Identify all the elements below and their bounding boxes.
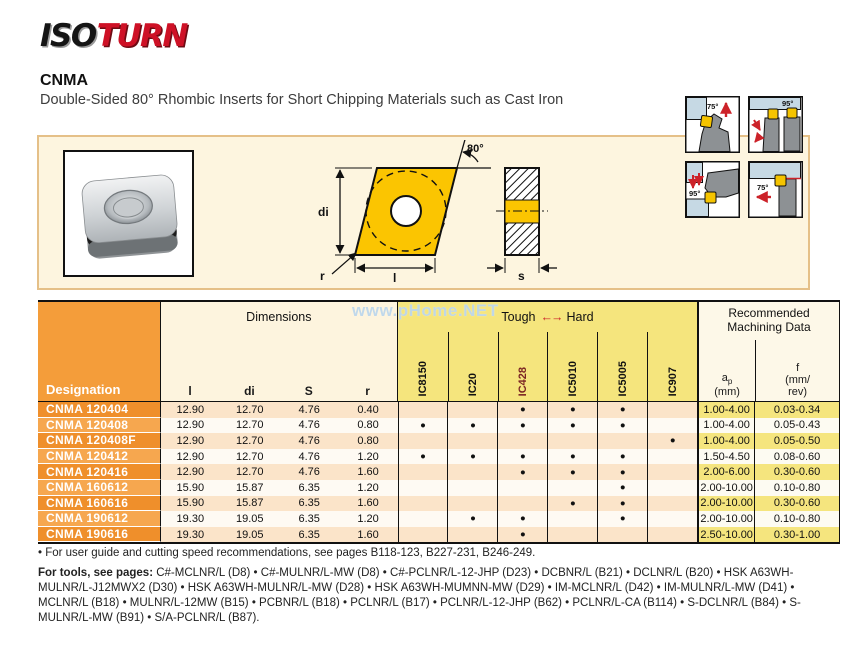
designation-cell: CNMA 120416 (38, 464, 161, 480)
grade-col-ic428: IC428 (498, 332, 548, 401)
holder-thumb-75-external (685, 96, 740, 153)
grade-dot-ic20 (447, 402, 497, 418)
dim-s-cell: 4.76 (280, 464, 339, 480)
grade-dot-ic20 (447, 464, 497, 480)
dim-s-cell: 4.76 (280, 433, 339, 449)
table-row (38, 402, 839, 418)
grade-dot-ic5010: ● (547, 402, 597, 418)
grade-dot-ic428: ● (497, 449, 547, 465)
tough-hard-arrow-icon: ←→ (540, 310, 562, 324)
grade-dot-ic428 (497, 433, 547, 449)
dim-l-cell: 15.90 (161, 480, 220, 496)
isoturn-logo (40, 18, 187, 54)
dim-r-cell: 0.80 (339, 418, 398, 434)
designation-cell: CNMA 120404 (38, 402, 161, 418)
grade-dot-ic20: ● (447, 511, 497, 527)
f-cell: 0.08-0.60 (754, 449, 839, 465)
dim-l-cell: 12.90 (161, 449, 220, 465)
dim-r-cell: 0.40 (339, 402, 398, 418)
dim-s-cell: 4.76 (280, 402, 339, 418)
dim-di-cell: 15.87 (220, 496, 280, 512)
grade-dot-ic8150 (398, 433, 448, 449)
grade-dot-ic428 (497, 496, 547, 512)
svg-text:75°: 75° (757, 183, 769, 192)
dim-l-cell: 12.90 (161, 418, 220, 434)
tools-list: C#-MCLNR/L (D8) • C#-MULNR/L-MW (D8) • C#-PCLNR/L-12-JHP (D23) • DCBNR/L (B21) • DCLNR/L (B20) • HSK A63WH-MULNR/L-J12MWX2 (D30) • HSK A63WH-MULNR/L-MW (D28) • HSK A63WH-MUMNN-MW (D29) • IM-MCLNR/L (D42) • IM-MULNR/L-MW (D41) • MCLNR/L (B18) • MULNR/L-12MW (B15) • PCBNR/L (B18) • PCLNR/L (B17) • PCLNR/L-12-JHP (B62) • PCLNR/L-CA (B114) • S-DCLNR/L (B84) • S-MULNR/L-MW (B91) • S/A-PCLNR/L (B87). (38, 567, 801, 624)
grade-dot-ic8150 (398, 480, 448, 496)
holder-thumb-75-turning (748, 161, 803, 218)
insert-photo (65, 152, 192, 275)
grade-dot-ic428 (497, 480, 547, 496)
dim-s-cell: 4.76 (280, 418, 339, 434)
designation-cell: CNMA 120408 (38, 418, 161, 434)
svg-text:l: l (393, 271, 397, 285)
ap-cell: 2.00-10.00 (697, 511, 754, 527)
grade-dot-ic907 (647, 511, 697, 527)
dim-l-cell: 19.30 (161, 527, 220, 543)
machining-header-group (697, 302, 839, 402)
grade-col-ic5005: IC5005 (597, 332, 647, 401)
svg-text:95°: 95° (782, 99, 794, 108)
insert-photo-frame (63, 150, 194, 277)
dim-col-r: r (365, 384, 370, 398)
grade-dot-ic907 (647, 464, 697, 480)
f-cell: 0.10-0.80 (754, 511, 839, 527)
dim-r-cell: 0.80 (339, 433, 398, 449)
f-cell: 0.30-0.60 (754, 496, 839, 512)
table-row (38, 527, 839, 543)
dim-r-cell: 1.60 (339, 496, 398, 512)
designation-cell: CNMA 190612 (38, 511, 161, 527)
table-row (38, 480, 839, 496)
dim-l-cell: 12.90 (161, 464, 220, 480)
grade-dot-ic907 (647, 527, 697, 543)
holder-thumb-95-facing (685, 161, 740, 218)
grade-dot-ic5005: ● (597, 449, 647, 465)
table-row (38, 418, 839, 434)
dim-di-cell: 19.05 (220, 511, 280, 527)
grade-dot-ic5010: ● (547, 496, 597, 512)
ap-cell: 2.50-10.00 (697, 527, 754, 543)
dim-di-cell: 12.70 (220, 418, 280, 434)
f-column-header: f (mm/ rev) (755, 340, 839, 401)
grade-dot-ic8150: ● (398, 449, 448, 465)
grade-dot-ic5005: ● (597, 511, 647, 527)
grade-dot-ic5010: ● (547, 464, 597, 480)
f-cell: 0.10-0.80 (754, 480, 839, 496)
grade-dot-ic20: ● (447, 449, 497, 465)
ap-cell: 1.50-4.50 (697, 449, 754, 465)
dim-r-cell: 1.20 (339, 480, 398, 496)
dim-col-s: S (304, 384, 313, 398)
grade-dot-ic20 (447, 433, 497, 449)
grade-dot-ic5005: ● (597, 418, 647, 434)
tools-reference (38, 566, 812, 626)
grade-dot-ic428: ● (497, 527, 547, 543)
grade-dot-ic5005 (597, 433, 647, 449)
f-cell: 0.30-0.60 (754, 464, 839, 480)
grade-dot-ic5010: ● (547, 449, 597, 465)
grade-dot-ic5010: ● (547, 418, 597, 434)
svg-text:di: di (318, 205, 329, 219)
grade-dot-ic907 (647, 418, 697, 434)
ap-cell: 2.00-10.00 (697, 496, 754, 512)
grade-col-ic907: IC907 (647, 332, 697, 401)
grade-dot-ic428: ● (497, 418, 547, 434)
grade-col-ic8150: IC8150 (416, 360, 429, 396)
dim-r-cell: 1.60 (339, 464, 398, 480)
grade-dot-ic8150 (398, 496, 448, 512)
grade-dot-ic5010 (547, 527, 597, 543)
svg-text:s: s (518, 269, 525, 283)
tools-prefix: For tools, see pages: (38, 567, 154, 579)
logo-turn-text: TURN (96, 18, 187, 54)
grade-dot-ic428: ● (497, 511, 547, 527)
table-row (38, 433, 839, 449)
svg-text:80°: 80° (467, 143, 484, 155)
dim-r-cell: 1.20 (339, 449, 398, 465)
grade-col-ic5010: IC5010 (547, 332, 597, 401)
tough-label: Tough (501, 310, 536, 324)
holder-thumbnails (685, 96, 803, 218)
logo-iso-text: ISO (40, 18, 96, 54)
grade-dot-ic5010 (547, 511, 597, 527)
svg-text:95°: 95° (689, 189, 701, 198)
grade-dot-ic20 (447, 496, 497, 512)
ap-cell: 1.00-4.00 (697, 402, 754, 418)
f-cell: 0.05-0.50 (754, 433, 839, 449)
hard-label: Hard (566, 310, 594, 324)
ap-cell: 1.00-4.00 (697, 433, 754, 449)
dim-col-di: di (244, 384, 255, 398)
grade-dot-ic8150: ● (398, 418, 448, 434)
grade-dot-ic428: ● (497, 402, 547, 418)
table-row (38, 511, 839, 527)
dim-di-cell: 12.70 (220, 402, 280, 418)
designation-cell: CNMA 160616 (38, 496, 161, 512)
dim-di-cell: 19.05 (220, 527, 280, 543)
ap-column-header: $a_p$ (mm) (714, 371, 740, 398)
ap-cell: 1.00-4.00 (697, 418, 754, 434)
dimensions-title: Dimensions (246, 310, 312, 324)
grade-dot-ic5005 (597, 527, 647, 543)
page-title: CNMA (40, 72, 88, 89)
page-subtitle: Double-Sided 80° Rhombic Inserts for Short Chipping Materials such as Cast Iron (40, 92, 564, 108)
f-cell: 0.30-1.00 (754, 527, 839, 543)
f-cell: 0.03-0.34 (754, 402, 839, 418)
grade-dot-ic5005: ● (597, 402, 647, 418)
grade-dot-ic8150 (398, 464, 448, 480)
dim-s-cell: 6.35 (280, 527, 339, 543)
grade-dot-ic907 (647, 480, 697, 496)
table-row (38, 449, 839, 465)
ap-cell: 2.00-10.00 (697, 480, 754, 496)
insert-dimension-drawing (310, 140, 560, 288)
dim-l-cell: 12.90 (161, 433, 220, 449)
dim-s-cell: 6.35 (280, 511, 339, 527)
grade-dot-ic907 (647, 402, 697, 418)
grade-dot-ic428: ● (497, 464, 547, 480)
f-cell: 0.05-0.43 (754, 418, 839, 434)
grade-dot-ic5010 (547, 433, 597, 449)
svg-text:75°: 75° (707, 102, 719, 111)
designation-header: Designation (38, 302, 161, 402)
grade-dot-ic5005: ● (597, 496, 647, 512)
dim-di-cell: 15.87 (220, 480, 280, 496)
grade-dot-ic907: ● (647, 433, 697, 449)
designation-cell: CNMA 190616 (38, 527, 161, 543)
grade-dot-ic20: ● (447, 418, 497, 434)
ap-cell: 2.00-6.00 (697, 464, 754, 480)
grade-dot-ic8150 (398, 527, 448, 543)
dim-l-cell: 19.30 (161, 511, 220, 527)
dim-col-l: l (188, 384, 192, 398)
insert-table (38, 300, 840, 544)
machining-title: Recommended Machining Data (727, 306, 811, 334)
designation-cell: CNMA 120408F (38, 433, 161, 449)
dim-di-cell: 12.70 (220, 449, 280, 465)
designation-cell: CNMA 120412 (38, 449, 161, 465)
designation-cell: CNMA 160612 (38, 480, 161, 496)
user-guide-note: • For user guide and cutting speed recommendations, see pages B118-123, B227-231, B246-249. (38, 547, 536, 559)
technical-drawing (310, 140, 560, 293)
grade-dot-ic5005: ● (597, 464, 647, 480)
grade-dot-ic5005: ● (597, 480, 647, 496)
grade-dot-ic8150 (398, 402, 448, 418)
grade-dot-ic20 (447, 480, 497, 496)
table-row (38, 464, 839, 480)
grade-dot-ic20 (447, 527, 497, 543)
dim-di-cell: 12.70 (220, 433, 280, 449)
dim-l-cell: 12.90 (161, 402, 220, 418)
dim-s-cell: 6.35 (280, 496, 339, 512)
grade-dot-ic907 (647, 449, 697, 465)
table-body (38, 402, 839, 542)
dim-di-cell: 12.70 (220, 464, 280, 480)
grade-dot-ic5010 (547, 480, 597, 496)
dim-r-cell: 1.60 (339, 527, 398, 543)
dim-s-cell: 4.76 (280, 449, 339, 465)
grade-dot-ic907 (647, 496, 697, 512)
dim-l-cell: 15.90 (161, 496, 220, 512)
watermark: www.pHome.NET (352, 301, 499, 320)
dim-s-cell: 6.35 (280, 480, 339, 496)
grade-col-ic20: IC20 (448, 332, 498, 401)
holder-thumb-95-external (748, 96, 803, 153)
dim-r-cell: 1.20 (339, 511, 398, 527)
grade-dot-ic8150 (398, 511, 448, 527)
table-row (38, 496, 839, 512)
svg-text:r: r (320, 269, 325, 283)
